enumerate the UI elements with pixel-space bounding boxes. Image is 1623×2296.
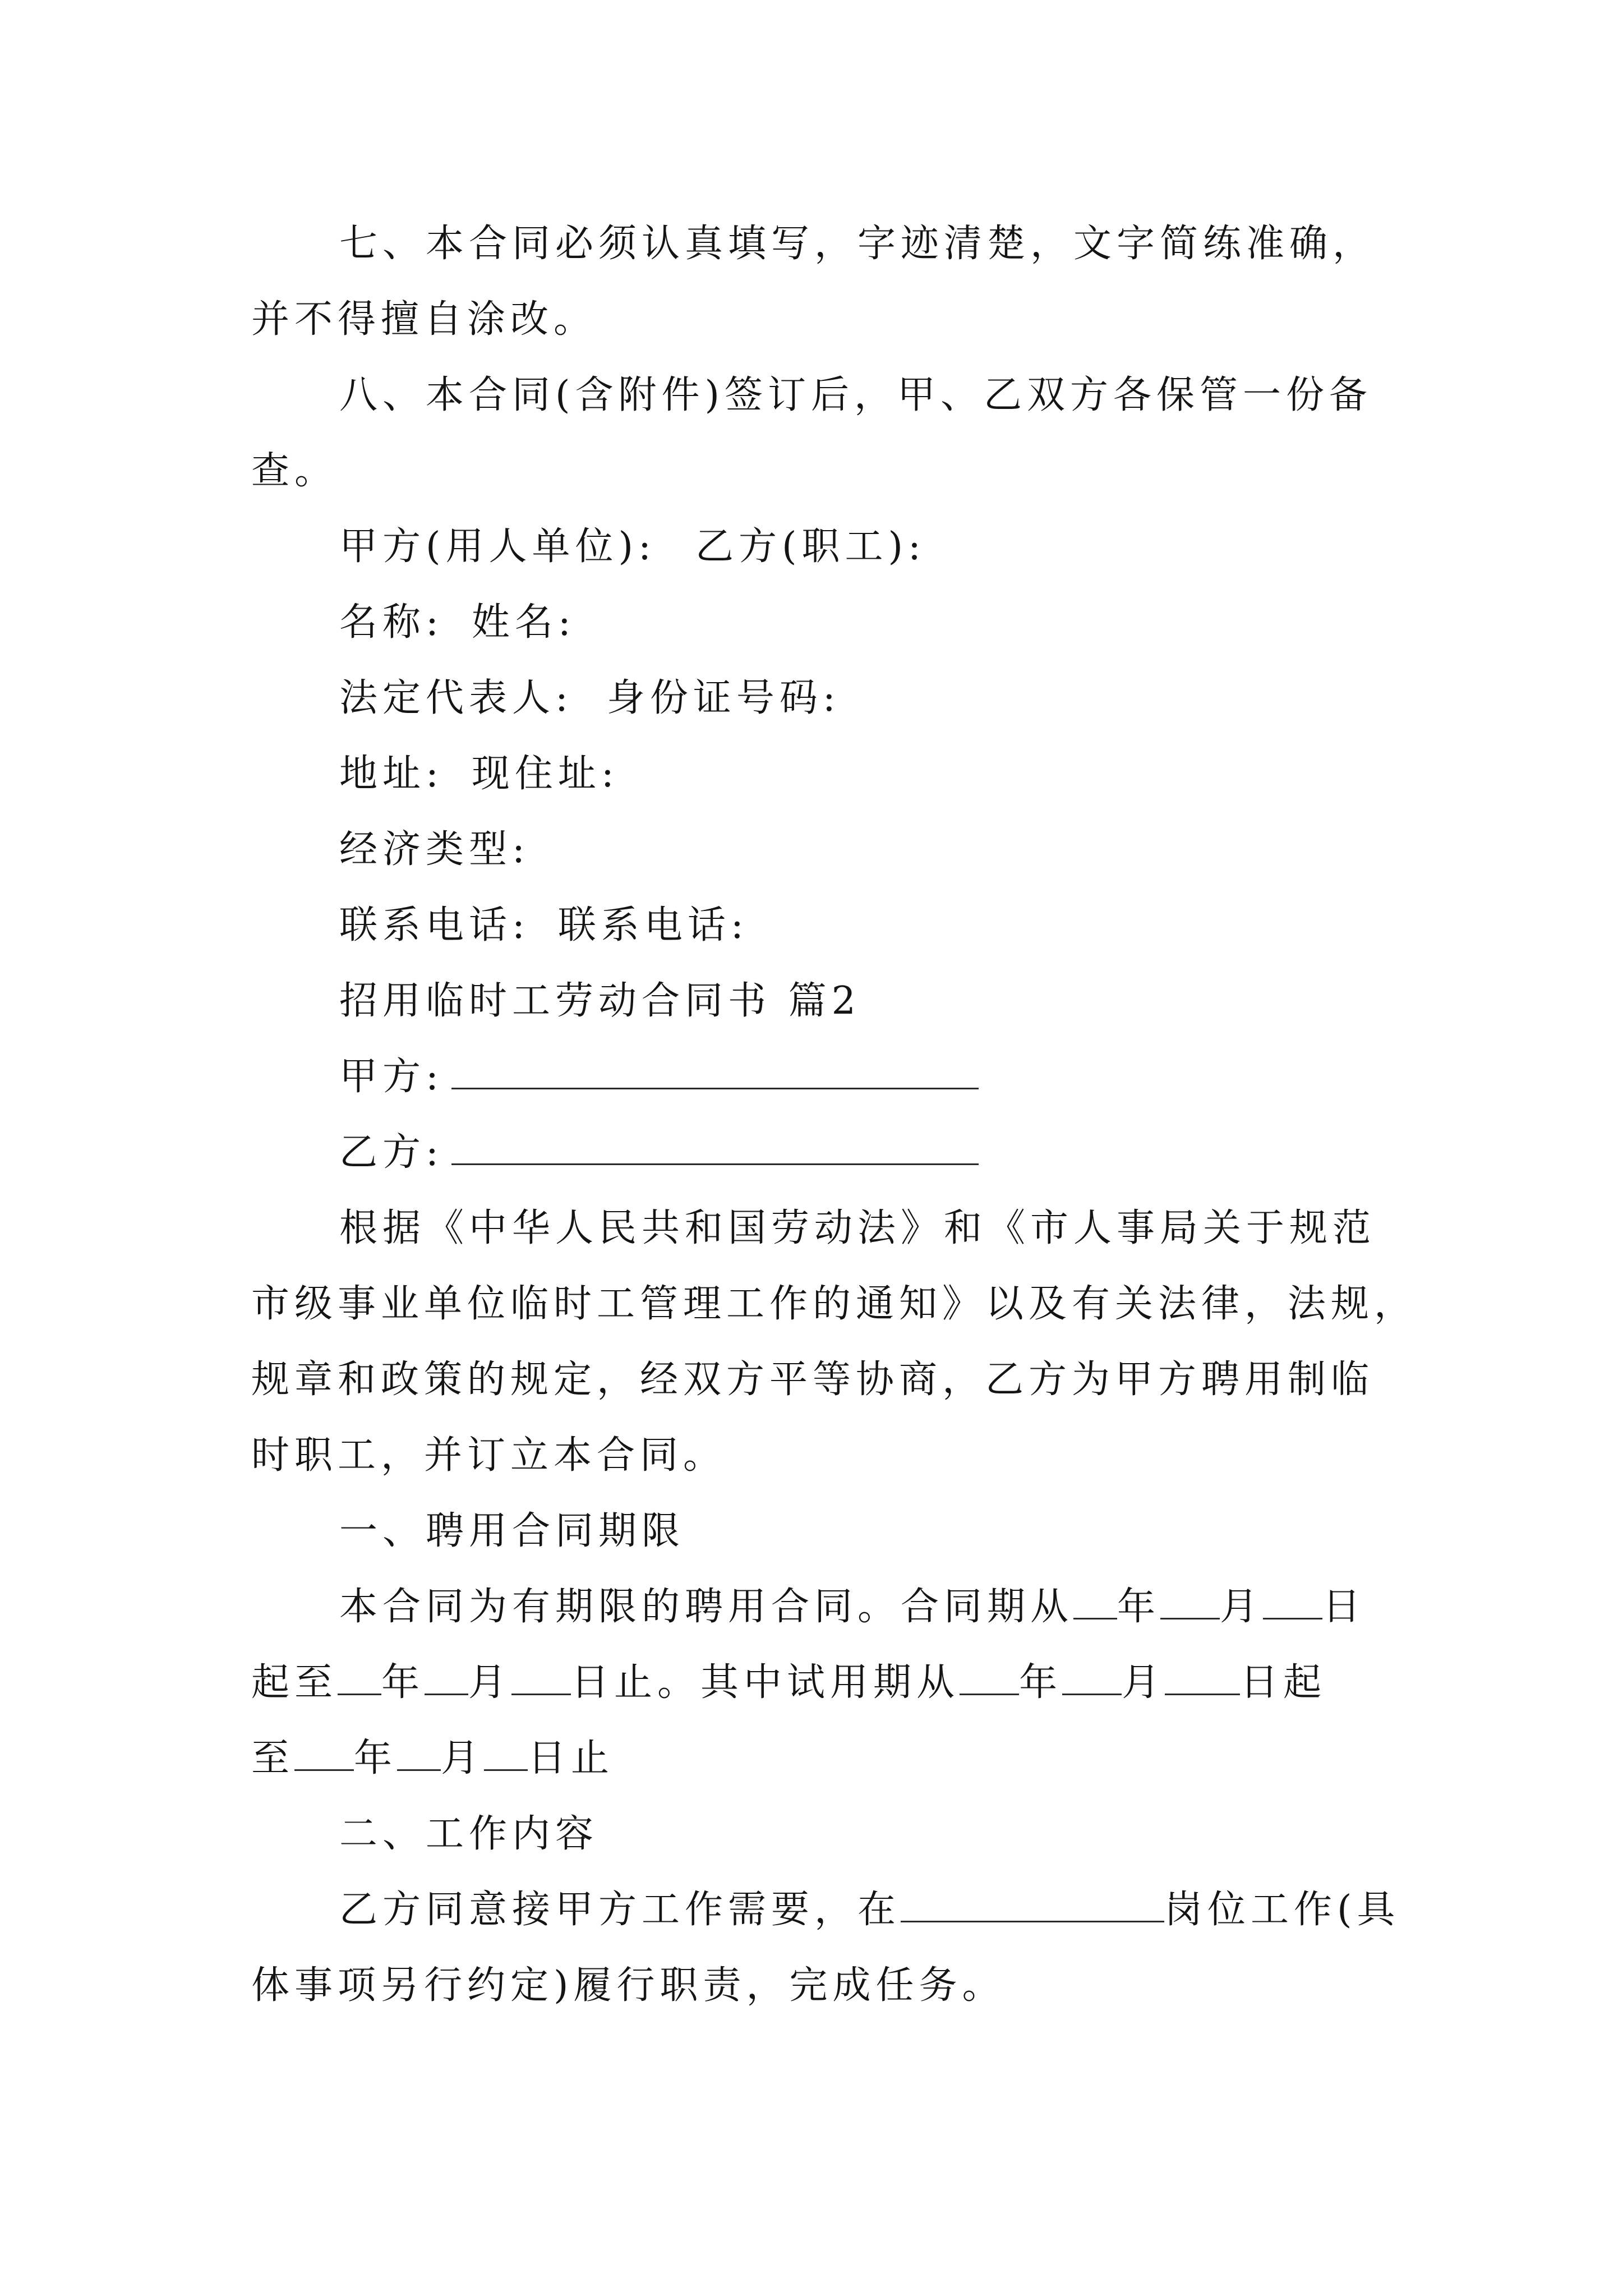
year-unit: 年 (354, 1736, 398, 1780)
month-unit: 月 (441, 1736, 485, 1780)
position-blank (901, 1887, 1164, 1922)
term-line-2 (251, 1655, 1326, 1711)
trial-start-year-blank (960, 1660, 1019, 1695)
current-address-label: 现住址: (471, 752, 619, 796)
work-heading: 二、工作内容 (339, 1812, 599, 1856)
work-line-2: 体事项另行约定)履行职责，完成任务。 (251, 1963, 1006, 2008)
term-line-2-middle: 日止。其中试用期从 (571, 1660, 960, 1705)
year-unit: 年 (1117, 1585, 1161, 1629)
person-name-label: 姓名: (471, 600, 576, 645)
day-unit: 日 (1322, 1585, 1366, 1629)
preamble-line-3: 规章和政策的规定，经双方平等协商，乙方为甲方聘用制临 (251, 1358, 1375, 1402)
work-line-1-end: 岗位工作(具 (1164, 1888, 1400, 1932)
section-2-title: 招用临时工劳动合同书 篇2 (339, 979, 861, 1023)
work-line-1-start: 乙方同意接甲方工作需要，在 (339, 1888, 901, 1932)
signature-name-row (339, 595, 576, 651)
year-unit: 年 (381, 1660, 425, 1705)
term-line-3-end: 日止 (528, 1736, 615, 1780)
end-year-blank (338, 1660, 381, 1695)
month-unit: 月 (468, 1660, 512, 1705)
end-month-blank (425, 1660, 468, 1695)
party-b-label: 乙方(职工): (695, 524, 926, 569)
name-label: 名称: (339, 600, 444, 645)
work-line-1 (339, 1882, 1400, 1938)
economic-type-label: 经济类型: (339, 827, 530, 872)
start-year-blank (1073, 1584, 1117, 1619)
trial-end-day-blank (484, 1736, 528, 1771)
signature-legal-row (339, 670, 841, 726)
legal-rep-label: 法定代表人: (339, 676, 573, 720)
clause-8-line-1: 八、本合同(含附件)签订后，甲、乙双方各保管一份备 (339, 373, 1373, 417)
term-line-3 (251, 1731, 614, 1787)
party-a-row (339, 1049, 979, 1105)
start-day-blank (1263, 1584, 1322, 1619)
phone-label-a: 联系电话: (339, 903, 530, 947)
signature-party-row (339, 519, 926, 575)
month-unit: 月 (1122, 1660, 1165, 1705)
term-heading: 一、聘用合同期限 (339, 1509, 685, 1553)
term-line-2-end: 日起 (1240, 1660, 1327, 1705)
term-line-1-text: 本合同为有期限的聘用合同。合同期从 (339, 1585, 1074, 1629)
party-a-blank (451, 1054, 979, 1089)
preamble-line-2: 市级事业单位临时工管理工作的通知》以及有关法律，法规， (251, 1282, 1418, 1326)
signature-phone-row (339, 898, 749, 954)
party-a-label: 甲方(用人单位): (339, 524, 656, 569)
phone-label-b: 联系电话: (557, 903, 749, 947)
term-line-2-start: 起至 (251, 1660, 338, 1705)
party-b-label-2: 乙方: (339, 1130, 444, 1175)
trial-start-month-blank (1062, 1660, 1122, 1695)
signature-address-row (339, 746, 619, 802)
end-day-blank (511, 1660, 571, 1695)
clause-8-line-2: 查。 (251, 449, 338, 493)
address-label: 地址: (339, 752, 444, 796)
term-line-3-start: 至 (251, 1736, 295, 1780)
start-month-blank (1160, 1584, 1220, 1619)
id-number-label: 身份证号码: (606, 676, 841, 720)
preamble-line-1: 根据《中华人民共和国劳动法》和《市人事局关于规范 (339, 1206, 1376, 1250)
preamble-line-4: 时职工，并订立本合同。 (251, 1433, 727, 1478)
term-line-1 (339, 1579, 1366, 1635)
party-a-label-2: 甲方: (339, 1055, 444, 1099)
month-unit: 月 (1220, 1585, 1264, 1629)
trial-end-month-blank (397, 1736, 441, 1771)
party-b-blank (451, 1130, 979, 1165)
trial-end-year-blank (294, 1736, 354, 1771)
party-b-row (339, 1125, 979, 1181)
trial-start-day-blank (1165, 1660, 1240, 1695)
clause-7-line-2: 并不得擅自涂改。 (251, 297, 597, 342)
year-unit: 年 (1019, 1660, 1063, 1705)
clause-7-line-1: 七、本合同必须认真填写，字迹清楚，文字简练准确， (339, 222, 1376, 266)
